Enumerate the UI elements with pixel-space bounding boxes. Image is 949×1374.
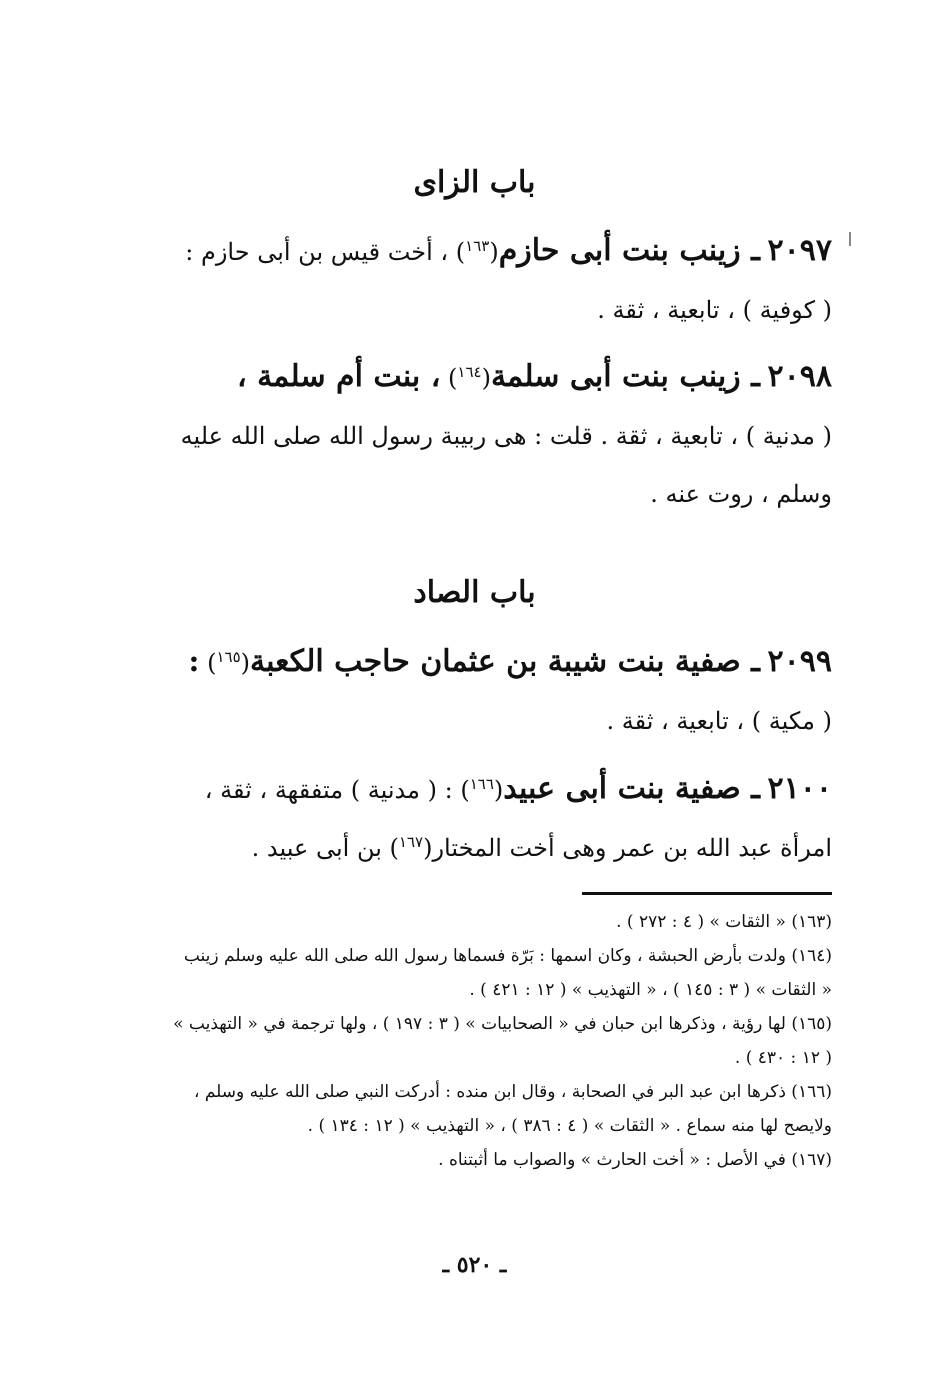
footnote-line: (١٦٦) ذكرها ابن عبد البر في الصحابة ، وقال ابن منده : أدركت النبي صلى الله عليه وسلم ، bbox=[193, 1082, 832, 1102]
entry-2100 bbox=[82, 760, 832, 877]
entry-2098-line-1: ٢٠٩٨ ـ زينب بنت أبى سلمة($^{١٦٤}$) ، بنت أم سلمة ، bbox=[236, 359, 832, 394]
scan-mark bbox=[849, 232, 851, 246]
entry-2097 bbox=[82, 222, 832, 339]
footnote-ref: ١٦٧ bbox=[398, 833, 424, 851]
entry-2099-line-2: ( مكية ) ، تابعية ، ثقة . bbox=[606, 707, 832, 735]
entry-text: امرأة عبد الله بن عمر وهى أخت المختار bbox=[432, 834, 832, 862]
footnote-ref: ١٦٥ bbox=[216, 648, 241, 666]
footnote-line: (١٦٥) لها رؤية ، وذكرها ابن حبان في « الصحابيات » ( ٣ : ١٩٧ ) ، ولها ترجمة في « التهذيب » bbox=[173, 1014, 832, 1034]
entry-2097-line-1: ٢٠٩٧ ـ زينب بنت أبى حازم($^{١٦٣}$) ، أخت قيس بن أبى حازم : bbox=[185, 233, 832, 268]
entry-number: ٢٠٩٧ bbox=[767, 233, 832, 268]
entry-name: زينب بنت أبى سلمة bbox=[490, 359, 741, 394]
entry-name: زينب بنت أبى حازم bbox=[498, 233, 741, 268]
footnote-line: « الثقات » ( ٣ : ١٤٥ ) ، « التهذيب » ( ١٢ : ٤٢١ ) . bbox=[469, 980, 832, 1000]
footnote-line: (١٦٣) « الثقات » ( ٤ : ٢٧٢ ) . bbox=[616, 912, 832, 932]
entry-text: ، بنت أم سلمة ، bbox=[236, 359, 441, 394]
entry-number: ٢١٠٠ bbox=[767, 771, 832, 806]
footnote-line: (١٦٧) في الأصل : « أخت الحارث » والصواب ما أثبتناه . bbox=[438, 1150, 832, 1170]
entry-2099 bbox=[82, 633, 832, 750]
section-heading-sad: باب الصاد bbox=[413, 575, 536, 610]
footnote-ref: ١٦٣ bbox=[465, 237, 490, 255]
entry-text: بن أبى عبيد . bbox=[251, 834, 382, 862]
footnote-ref: ١٦٤ bbox=[457, 363, 482, 381]
footnote-separator bbox=[582, 892, 832, 895]
entry-2098 bbox=[82, 348, 832, 523]
entry-2098-line-2: ( مدنية ) ، تابعية ، ثقة . قلت : هى ربيبة رسول الله صلى الله عليه bbox=[180, 422, 832, 450]
entry-text: : ( مدنية ) متفقهة ، ثقة ، bbox=[204, 776, 453, 804]
footnote-line: ( ١٢ : ٤٣٠ ) . bbox=[734, 1048, 832, 1068]
entry-text: : bbox=[188, 644, 200, 679]
page-number: ـ ٥٢٠ ـ bbox=[442, 1252, 507, 1278]
entry-2099-line-1: ٢٠٩٩ ـ صفية بنت شيبة بن عثمان حاجب الكعبة($^{١٦٥}$) : bbox=[188, 644, 832, 679]
entry-2098-line-3: وسلم ، روت عنه . bbox=[650, 480, 832, 508]
entry-name: صفية بنت أبى عبيد bbox=[503, 771, 741, 806]
entry-name: صفية بنت شيبة بن عثمان حاجب الكعبة bbox=[250, 644, 741, 679]
entry-text: ، أخت قيس بن أبى حازم : bbox=[185, 238, 449, 266]
footnote-line: (١٦٤) ولدت بأرض الحبشة ، وكان اسمها : بَرّة فسماها رسول الله صلى الله عليه وسلم زينب bbox=[183, 946, 832, 966]
footnote-line: ولايصح لها منه سماع . « الثقات » ( ٤ : ٣٨٦ ) ، « التهذيب » ( ١٢ : ١٣٤ ) . bbox=[307, 1116, 832, 1136]
entry-2097-line-2: ( كوفية ) ، تابعية ، ثقة . bbox=[597, 296, 832, 324]
entry-number: ٢٠٩٩ bbox=[767, 644, 832, 679]
footnotes bbox=[82, 905, 832, 1177]
entry-number: ٢٠٩٨ bbox=[767, 359, 832, 394]
entry-2100-line-1: ٢١٠٠ ـ صفية بنت أبى عبيد($^{١٦٦}$) : ( مدنية ) متفقهة ، ثقة ، bbox=[204, 771, 832, 806]
footnote-ref: ١٦٦ bbox=[469, 775, 494, 793]
entry-2100-line-2: امرأة عبد الله بن عمر وهى أخت المختار($^{١٦٧}$) بن أبى عبيد . bbox=[251, 833, 832, 862]
section-heading-zay: باب الزاى bbox=[413, 165, 536, 200]
